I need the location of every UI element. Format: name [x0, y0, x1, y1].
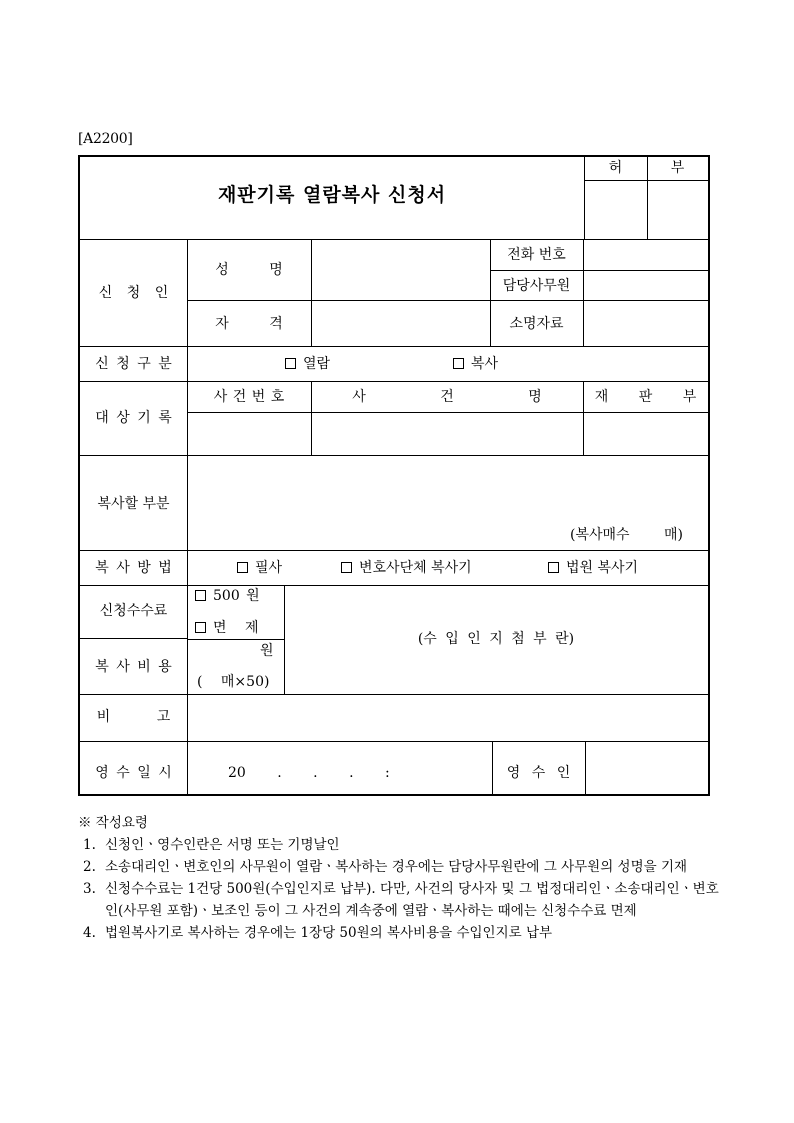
fee-exempt-checkbox[interactable] [195, 622, 206, 633]
court-copier-checkbox[interactable] [548, 562, 559, 573]
fee-label: 신청수수료 [99, 603, 168, 619]
divider [80, 585, 708, 586]
phone-field[interactable] [584, 240, 708, 270]
receiver-label: 영 수 인 [506, 765, 571, 781]
fee-exempt-option[interactable]: 면 제 [195, 621, 259, 635]
copy-method-label: 복 사 방 법 [95, 560, 172, 576]
instruction-item: 1. 신청인ㆍ영수인란은 서명 또는 기명날인 [83, 837, 340, 853]
fee-500-option[interactable]: 500 원 [195, 589, 260, 603]
case-number-label: 사 건 번 호 [213, 389, 285, 405]
won-label: 원 [260, 643, 274, 659]
evidence-label: 소명자료 [509, 316, 564, 332]
name-label: 성 명 [215, 262, 283, 278]
approval-no-box[interactable] [648, 181, 708, 239]
court-field[interactable] [584, 413, 708, 455]
divider [80, 550, 708, 551]
instructions-heading: ※ 작성요령 [78, 815, 148, 831]
copy-part-label: 복사할 부분 [97, 496, 170, 512]
approval-yes-box[interactable] [585, 181, 647, 239]
receiver-field[interactable] [586, 742, 708, 794]
receipt-datetime-field[interactable]: 20 . . . : [228, 765, 390, 781]
view-checkbox[interactable] [285, 358, 296, 369]
instruction-item: 2. 소송대리인ㆍ변호인의 사무원이 열람ㆍ복사하는 경우에는 담당사무원란에 그 사무원의 성명을 기재 [83, 859, 688, 875]
receipt-datetime-label: 영 수 일 시 [95, 765, 172, 781]
divider [80, 346, 708, 347]
staff-label: 담당사무원 [502, 278, 571, 294]
approval-yes-label: 허 [608, 160, 623, 176]
instruction-item: 4. 법원복사기로 복사하는 경우에는 1장당 50원의 복사비용을 수입인지로 납부 [83, 925, 553, 941]
form-code: [A2200] [78, 131, 133, 147]
remarks-field[interactable] [188, 695, 708, 741]
case-number-field[interactable] [188, 413, 311, 455]
phone-label: 전화 번호 [507, 247, 566, 263]
divider [187, 639, 284, 640]
handwrite-option[interactable]: 필사 [237, 561, 282, 575]
application-form-table [78, 155, 710, 796]
target-record-label: 대 상 기 록 [95, 410, 172, 426]
instruction-item: 3. 신청수수료는 1건당 500원(수입인지로 납부). 다만, 사건의 당사자 및 그 법정대리인ㆍ소송대리인ㆍ변호인(사무원 포함)ㆍ보조인 등이 그 사건의 계속중에 열람ㆍ복사하는 때에는 신청수수료 면제 [83, 881, 719, 919]
court-copier-option[interactable]: 법원 복사기 [548, 561, 638, 575]
case-name-label: 사 건 명 [352, 389, 542, 405]
court-label: 재 판 부 [594, 389, 697, 405]
evidence-field[interactable] [584, 301, 708, 346]
form-title: 재판기록 열람복사 신청서 [217, 184, 447, 206]
staff-field[interactable] [584, 271, 708, 300]
bar-copier-option[interactable]: 변호사단체 복사기 [341, 561, 472, 575]
qualification-label: 자 격 [215, 316, 283, 332]
copy-cost-label: 복 사 비 용 [95, 659, 172, 675]
view-option[interactable]: 열람 [285, 357, 330, 371]
handwrite-checkbox[interactable] [237, 562, 248, 573]
copy-option[interactable]: 복사 [453, 357, 498, 371]
writing-instructions [78, 812, 728, 944]
applicant-label: 신 청 인 [98, 285, 169, 301]
qualification-field[interactable] [312, 301, 490, 346]
remarks-label: 비 고 [96, 709, 171, 725]
divider [80, 638, 187, 639]
bar-copier-checkbox[interactable] [341, 562, 352, 573]
name-field[interactable] [312, 240, 490, 300]
copy-count: (복사매수 매) [570, 527, 683, 543]
divider [80, 381, 708, 382]
case-name-field[interactable] [312, 413, 583, 455]
per-sheet-formula: ( 매×50) [197, 674, 270, 690]
fee-500-checkbox[interactable] [195, 590, 206, 601]
copy-checkbox[interactable] [453, 358, 464, 369]
request-type-label: 신 청 구 분 [95, 356, 172, 372]
approval-no-label: 부 [670, 160, 685, 176]
revenue-stamp-area[interactable]: (수 입 인 지 첨 부 란) [417, 631, 575, 647]
